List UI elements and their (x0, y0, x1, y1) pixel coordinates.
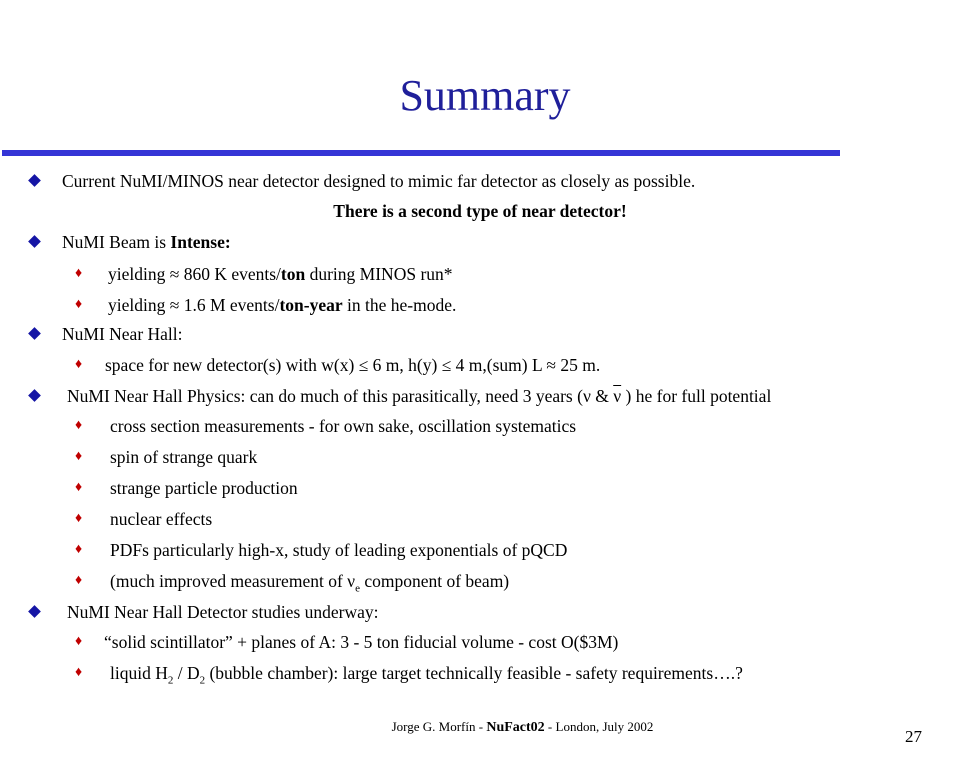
red-diamond-bullet-icon: ♦ (75, 511, 83, 526)
sub-bullet-text: liquid $H_2 / D_2$ (bubble chamber): large target technically feasible - safety requirements….? (110, 663, 743, 687)
red-diamond-bullet-icon: ♦ (75, 634, 83, 649)
sub-bullet-text: yielding ≈ 860 K events/ton during MINOS run* (108, 264, 453, 284)
sub-bullet-text: nuclear effects (110, 509, 213, 529)
sub-bullet-text: yielding ≈ 1.6 M events/ton-year in the he-mode. (108, 295, 457, 315)
sub-bullet-text: (much improved measurement of $\nu_e$ component of beam) (110, 571, 510, 595)
bullet-text: NuMI Near Hall: (62, 324, 183, 344)
red-diamond-bullet-icon: ♦ (75, 357, 83, 372)
blue-diamond-bullet-icon (28, 174, 41, 187)
blue-diamond-bullet-icon (28, 235, 41, 248)
bullet-text-emphasis: There is a second type of near detector! (333, 201, 627, 221)
red-diamond-bullet-icon: ♦ (75, 266, 83, 281)
bullet-text: NuMI Near Hall Detector studies underway: (67, 602, 379, 622)
blue-diamond-bullet-icon (28, 327, 41, 340)
red-diamond-bullet-icon: ♦ (75, 297, 83, 312)
sub-bullet-text: space for new detector(s) with w(x) ≤ 6 m, h(y) ≤ 4 m,(sum) L ≈ 25 m. (105, 355, 601, 375)
blue-diamond-bullet-icon (28, 389, 41, 402)
red-diamond-bullet-icon: ♦ (75, 449, 83, 464)
sub-bullet-text: strange particle production (110, 478, 298, 498)
red-diamond-bullet-icon: ♦ (75, 665, 83, 680)
red-diamond-bullet-icon: ♦ (75, 542, 83, 557)
sub-bullet-text: spin of strange quark (110, 447, 258, 467)
red-diamond-bullet-icon: ♦ (75, 418, 83, 433)
page-number: 27 (905, 727, 922, 746)
red-diamond-bullet-icon: ♦ (75, 573, 83, 588)
slide-footer: Jorge G. Morfín - NuFact02 - London, July 2002 (391, 719, 654, 735)
sub-bullet-text: PDFs particularly high-x, study of leading exponentials of pQCD (110, 540, 568, 560)
title-rule (2, 150, 840, 156)
bullet-text: Current NuMI/MINOS near detector designed to mimic far detector as closely as possible. (62, 171, 696, 191)
bullet-text: NuMI Beam is Intense: (62, 232, 231, 252)
sub-bullet-text: cross section measurements - for own sake, oscillation systematics (110, 416, 577, 436)
red-diamond-bullet-icon: ♦ (75, 480, 83, 495)
blue-diamond-bullet-icon (28, 605, 41, 618)
slide-title: Summary (399, 71, 571, 120)
bullet-text: NuMI Near Hall Physics: can do much of this parasitically, need 3 years (ν & $\overline{\nu}$ ) he for full potential (67, 386, 772, 406)
sub-bullet-text: “solid scintillator” + planes of A: 3 - 5 ton fiducial volume - cost O($3M) (104, 632, 619, 652)
